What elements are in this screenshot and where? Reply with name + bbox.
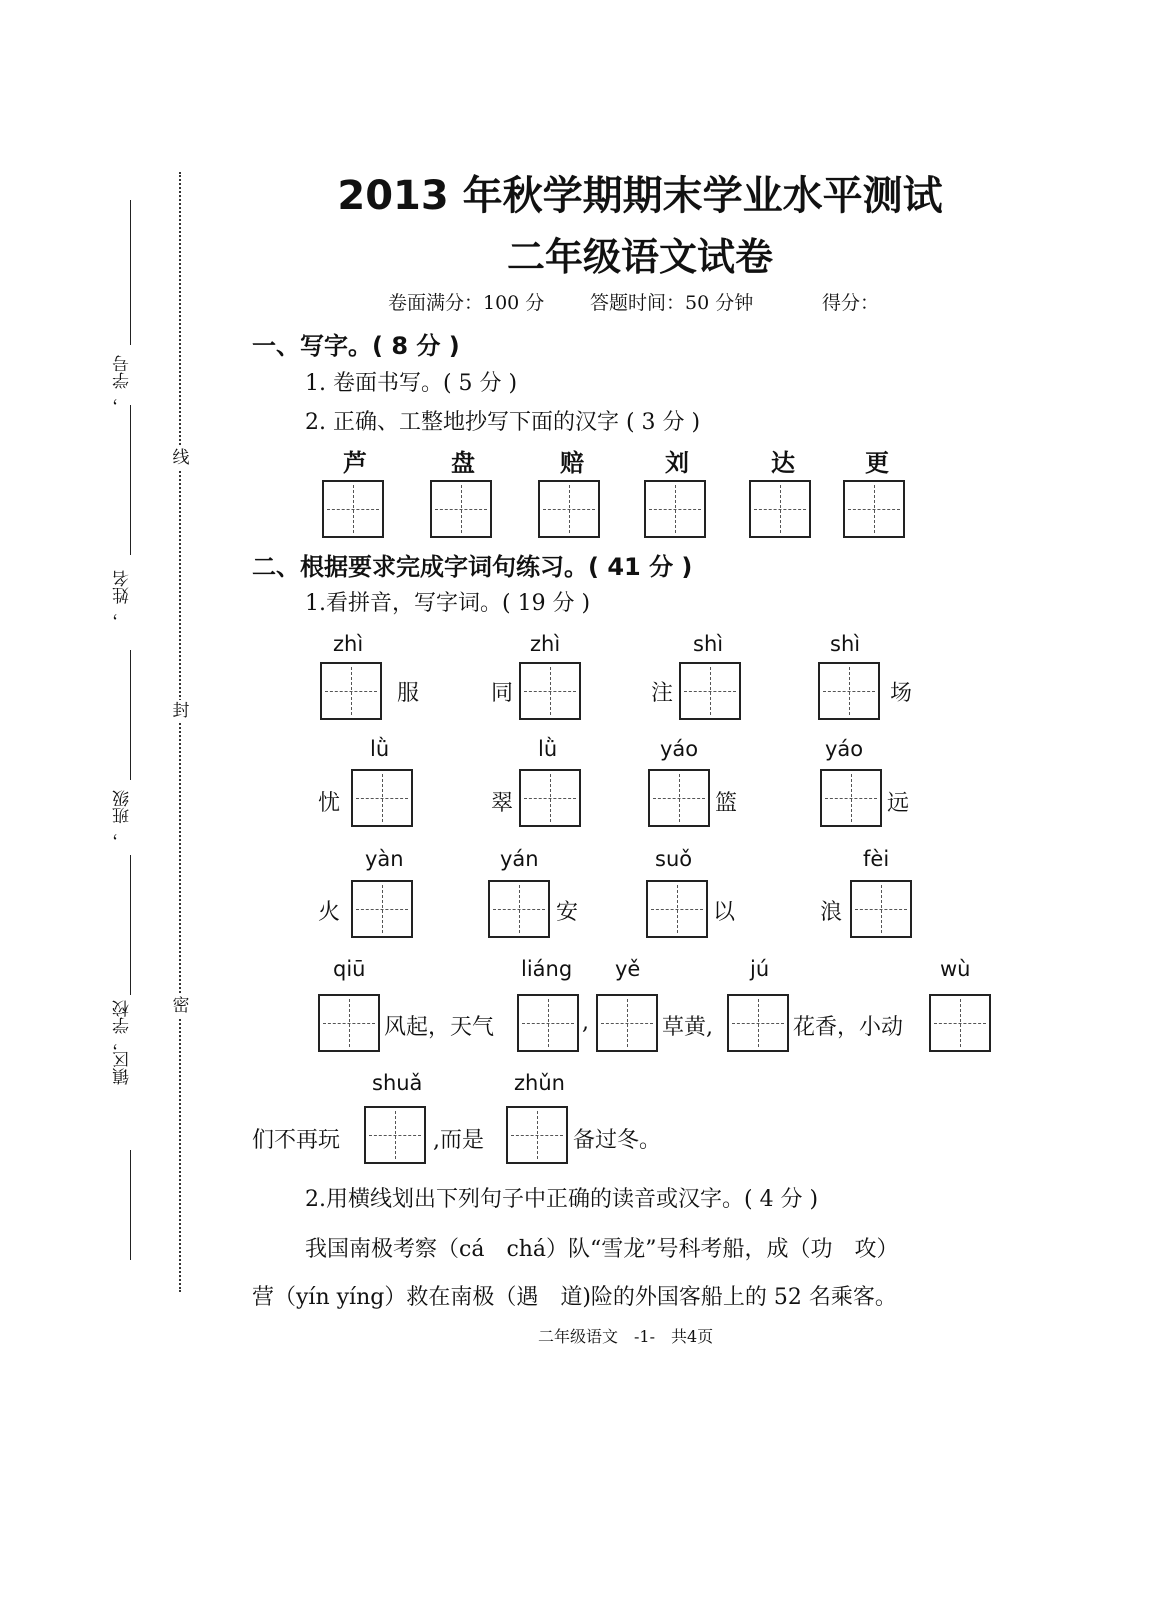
pinyin: zhì (333, 632, 364, 656)
student-id-label: ，学号 (113, 355, 133, 406)
pinyin: yáo (660, 737, 699, 761)
school-label: 镇区，学校 (113, 1000, 133, 1085)
pinyin: shuǎ (372, 1071, 423, 1095)
word-char: 同 (491, 681, 514, 706)
word-char: 浪 (820, 900, 843, 925)
pinyin: shì (830, 632, 861, 656)
copy-char: 赔 (560, 448, 584, 477)
name-label: ，姓名 (113, 570, 133, 621)
writing-box[interactable] (749, 480, 811, 538)
writing-box[interactable] (488, 880, 550, 938)
word-char: 篮 (715, 791, 738, 816)
writing-box[interactable] (646, 880, 708, 938)
pinyin: jú (750, 957, 770, 981)
pinyin: yě (615, 957, 641, 981)
full-score: 卷面满分：100 分 (388, 292, 545, 314)
class-underline (130, 855, 131, 995)
pinyin: qiū (333, 957, 366, 981)
word-char: 注 (651, 681, 674, 706)
pinyin: yáo (825, 737, 864, 761)
pinyin: zhì (530, 632, 561, 656)
class-label: ，班级 (113, 790, 133, 841)
copy-char: 刘 (665, 448, 689, 477)
pinyin: suǒ (655, 847, 693, 871)
answer-time: 答题时间：50 分钟 (590, 292, 754, 314)
student-id-underline (130, 405, 131, 555)
writing-box[interactable] (820, 769, 882, 827)
seal-dotted-line (179, 172, 181, 1292)
seal-char-mi: 密 (172, 996, 190, 1016)
word-char: 以 (713, 900, 736, 925)
sentence-segment: 们不再玩 (252, 1128, 341, 1153)
copy-char: 盘 (451, 448, 475, 477)
writing-box[interactable] (850, 880, 912, 938)
name-underline (130, 650, 131, 780)
seal-char-feng: 封 (172, 701, 190, 721)
sentence-segment: 花香，小动 (793, 1015, 904, 1040)
seal-char-xian: 线 (172, 448, 190, 468)
writing-box[interactable] (351, 880, 413, 938)
writing-box[interactable] (322, 480, 384, 538)
section1-heading: 一、写字。( 8 分 ) (252, 332, 460, 360)
pinyin: fèi (863, 847, 890, 871)
copy-char: 达 (771, 448, 795, 477)
writing-box[interactable] (517, 994, 579, 1052)
copy-char: 芦 (343, 448, 367, 477)
pinyin: liáng (521, 957, 573, 981)
section2-q2: 2.用横线划出下列句子中正确的读音或汉字。( 4 分 ) (305, 1187, 819, 1212)
word-char: 翠 (491, 791, 514, 816)
section1-q1: 1. 卷面书写。( 5 分 ) (305, 371, 518, 396)
writing-box[interactable] (519, 769, 581, 827)
sentence-segment: 备过冬。 (573, 1128, 662, 1153)
pinyin: wù (940, 957, 971, 981)
page-footer: 二年级语文 -1- 共4页 (538, 1327, 714, 1346)
sentence-segment: ,而是 (433, 1128, 484, 1153)
sentence-segment: 风起，天气 (384, 1015, 495, 1040)
pinyin: lǜ (538, 737, 558, 761)
word-char: 远 (887, 791, 910, 816)
exam-title: 2013 年秋学期期末学业水平测试 (337, 173, 943, 219)
section2-q1: 1.看拼音，写字词。( 19 分 ) (305, 591, 591, 616)
writing-box[interactable] (727, 994, 789, 1052)
pinyin: yán (500, 847, 539, 871)
word-char: 忧 (318, 791, 341, 816)
writing-box[interactable] (351, 769, 413, 827)
writing-box[interactable] (538, 480, 600, 538)
writing-box[interactable] (843, 480, 905, 538)
writing-box[interactable] (320, 662, 382, 720)
writing-box[interactable] (596, 994, 658, 1052)
writing-box[interactable] (648, 769, 710, 827)
word-char: 场 (890, 681, 913, 706)
writing-box[interactable] (818, 662, 880, 720)
pinyin: yàn (365, 847, 404, 871)
school-underline (130, 1150, 131, 1260)
section2-q2-line1: 我国南极考察（cá chá）队“雪龙”号科考船，成（功 攻） (305, 1237, 899, 1262)
section2-q2-line2: 营（yín yíng）救在南极（遇 道)险的外国客船上的 52 名乘客。 (252, 1285, 897, 1310)
section1-q2: 2. 正确、工整地抄写下面的汉字 ( 3 分 ) (305, 410, 701, 435)
writing-box[interactable] (430, 480, 492, 538)
pinyin: shì (693, 632, 724, 656)
score-field: 得分： (822, 292, 880, 314)
writing-box[interactable] (364, 1106, 426, 1164)
writing-box[interactable] (318, 994, 380, 1052)
word-char: 安 (556, 900, 579, 925)
pinyin: lǜ (370, 737, 390, 761)
word-char: 服 (397, 681, 420, 706)
word-char: 火 (318, 900, 341, 925)
exam-subtitle: 二年级语文试卷 (506, 235, 773, 279)
writing-box[interactable] (519, 662, 581, 720)
writing-box[interactable] (679, 662, 741, 720)
copy-char: 更 (865, 448, 889, 477)
sentence-segment: 草黄, (662, 1015, 713, 1040)
pinyin: zhǔn (514, 1071, 565, 1095)
section2-heading: 二、根据要求完成字词句练习。( 41 分 ) (252, 553, 693, 581)
writing-box[interactable] (929, 994, 991, 1052)
writing-box[interactable] (506, 1106, 568, 1164)
sentence-segment: , (582, 1010, 589, 1035)
writing-box[interactable] (644, 480, 706, 538)
